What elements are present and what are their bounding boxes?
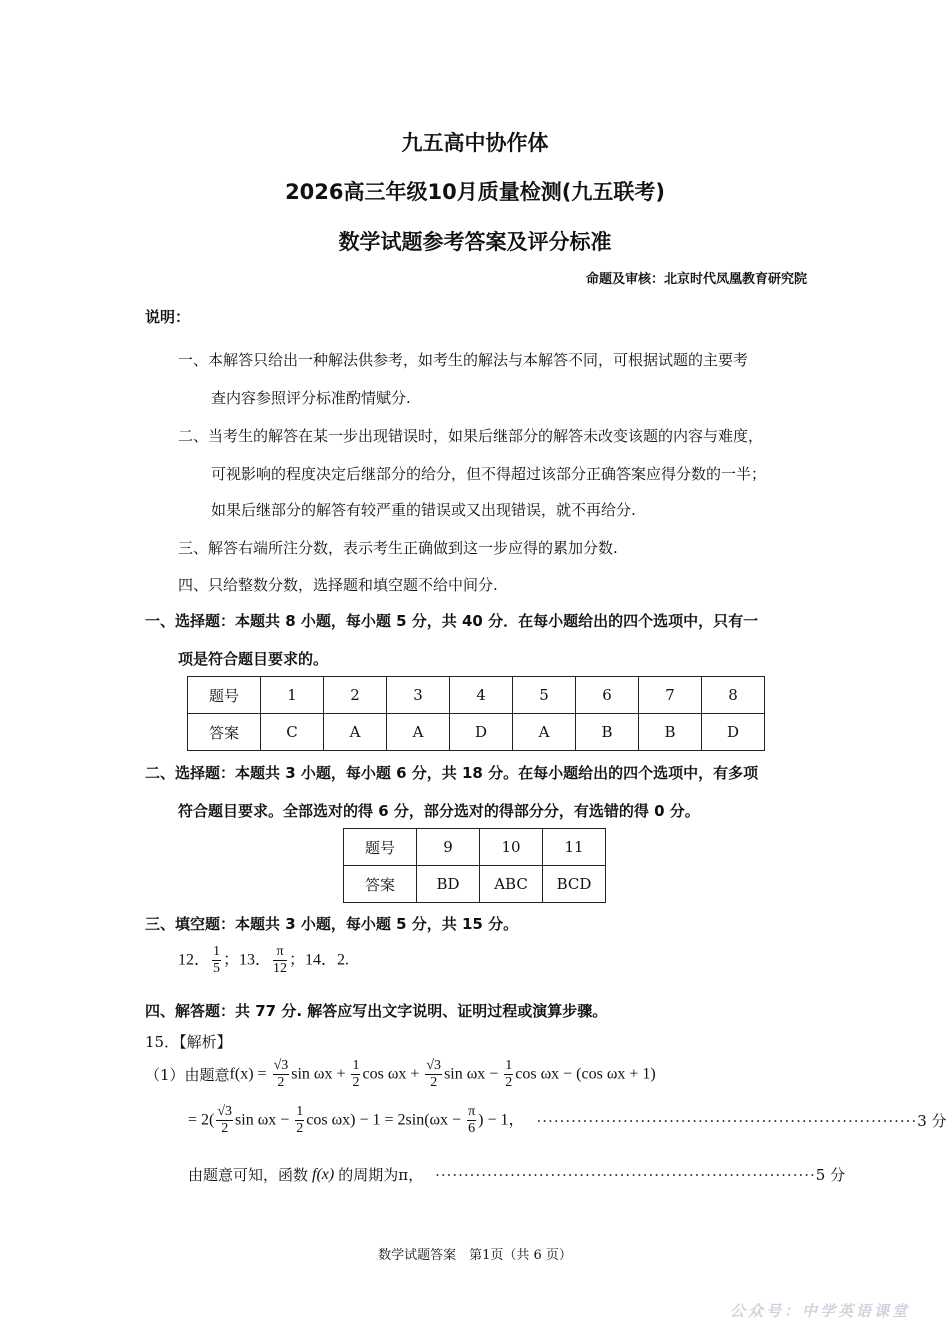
table-cell: D [450, 714, 513, 751]
row-label: 题号 [344, 829, 417, 866]
denominator: 6 [468, 1121, 476, 1137]
exam-title: 2026高三年级10月质量检测(九五联考) [285, 180, 665, 204]
step1-line2 [188, 1104, 947, 1137]
row-label: 答案 [344, 866, 417, 903]
step1-label: （1）由题意 [145, 1066, 230, 1085]
table-row-answers [188, 714, 765, 751]
formula-text: cos ωx + [362, 1065, 424, 1083]
table-row-questions [344, 829, 606, 866]
note-line: 二、当考生的解答在某一步出现错误时，如果后继部分的解答未改变该题的内容与难度， [178, 427, 764, 445]
table-cell: 5 [513, 677, 576, 714]
formula-text: cos ωx) − 1 = 2sin(ωx − [306, 1111, 466, 1129]
table-cell: 9 [417, 829, 480, 866]
denominator: 2 [296, 1121, 304, 1137]
leader-dots: ·································································· [435, 1165, 816, 1184]
table-cell: D [702, 714, 765, 751]
formula-text: sin ωx + [291, 1065, 350, 1083]
denominator: 2 [505, 1075, 513, 1091]
numerator: √3 [425, 1058, 442, 1075]
section3-heading: 三、填空题：本题共 3 小题，每小题 5 分，共 15 分。 [145, 915, 519, 933]
fraction [295, 1104, 304, 1137]
table-cell: ABC [480, 866, 543, 903]
formula-text: f(x) = [229, 1065, 271, 1083]
formula-2 [188, 1104, 525, 1137]
answer-14: ；14．2. [289, 951, 350, 969]
table-cell: 2 [324, 677, 387, 714]
denominator: 2 [221, 1121, 229, 1137]
numerator: 1 [351, 1058, 360, 1075]
table-cell: A [324, 714, 387, 751]
denominator: 2 [277, 1075, 285, 1091]
formula-text: sin ωx − [235, 1111, 294, 1129]
notes-heading: 说明： [145, 308, 191, 326]
score-3: 3 分 [917, 1112, 947, 1131]
answer-13-label: ；13． [223, 951, 272, 969]
table-cell: A [513, 714, 576, 751]
fill-in-answers [178, 944, 349, 977]
table-row-answers [344, 866, 606, 903]
note-line: 四、只给整数分数，选择题和填空题不给中间分. [178, 576, 498, 594]
section4-heading: 四、解答题：共 77 分. 解答应写出文字说明、证明过程或演算步骤。 [145, 1002, 608, 1020]
numerator: 1 [212, 944, 221, 961]
numerator: 1 [295, 1104, 304, 1121]
answer-13-fraction [273, 944, 287, 977]
row-label: 题号 [188, 677, 261, 714]
numerator: 1 [504, 1058, 513, 1075]
note-line: 可视影响的程度决定后继部分的给分，但不得超过该部分正确答案应得分数的一半； [211, 465, 767, 483]
watermark: 公众号：中学英语课堂 [729, 1302, 910, 1320]
table-cell: BCD [543, 866, 606, 903]
step2-text-cont: 的周期为π， [338, 1166, 424, 1184]
denominator: 5 [213, 961, 221, 977]
school-title: 九五高中协作体 [401, 131, 549, 155]
table-cell: 3 [387, 677, 450, 714]
denominator: 2 [430, 1075, 438, 1091]
table-cell: A [387, 714, 450, 751]
table-cell: 4 [450, 677, 513, 714]
fraction [425, 1058, 442, 1091]
table-row-questions [188, 677, 765, 714]
answer-table-1 [187, 676, 765, 751]
note-line: 如果后继部分的解答有较严重的错误或又出现错误，就不再给分. [211, 501, 636, 519]
step2-line [188, 1164, 846, 1185]
page-footer: 数学试题答案 第1页（共 6 页） [378, 1248, 572, 1263]
formula-text: cos ωx − (cos ωx + 1) [515, 1065, 656, 1083]
section2-heading-cont: 符合题目要求。全部选对的得 6 分，部分选对的得部分分，有选错的得 0 分。 [178, 802, 700, 820]
table-cell: B [576, 714, 639, 751]
numerator: √3 [273, 1058, 290, 1075]
answer-table-2 [343, 828, 606, 903]
table-cell: 6 [576, 677, 639, 714]
fraction [216, 1104, 233, 1137]
numerator: √3 [216, 1104, 233, 1121]
answer-12-label: 12． [178, 951, 211, 969]
note-line: 查内容参照评分标准酌情赋分. [211, 389, 411, 407]
fraction [351, 1058, 360, 1091]
denominator: 12 [273, 961, 288, 977]
section1-heading: 一、选择题：本题共 8 小题，每小题 5 分，共 40 分．在每小题给出的四个选项中，只有一 [145, 612, 759, 630]
score-5: 5 分 [815, 1166, 846, 1184]
numerator: π [273, 944, 287, 961]
table-cell: 1 [261, 677, 324, 714]
denominator: 2 [352, 1075, 360, 1091]
document-title: 数学试题参考答案及评分标准 [338, 230, 612, 254]
table-cell: 7 [639, 677, 702, 714]
row-label: 答案 [188, 714, 261, 751]
leader-dots: ·································································· [536, 1111, 918, 1130]
table-cell: BD [417, 866, 480, 903]
formula-1 [230, 1058, 656, 1091]
step1-line [145, 1058, 656, 1091]
step2-text: 由题意可知，函数 [188, 1166, 309, 1184]
section1-heading-cont: 项是符合题目要求的。 [178, 650, 329, 668]
answer-12-fraction [212, 944, 221, 977]
table-cell: 8 [702, 677, 765, 714]
table-cell: B [639, 714, 702, 751]
numerator: π [467, 1104, 476, 1121]
formula-text: ) − 1， [478, 1111, 525, 1129]
table-cell: 10 [480, 829, 543, 866]
note-line: 三、解答右端所注分数，表示考生正确做到这一步应得的累加分数. [178, 539, 618, 557]
question-15-label: 15．【解析】 [145, 1033, 232, 1051]
fraction [273, 1058, 290, 1091]
function-fx: f(x) [312, 1165, 335, 1183]
fraction [504, 1058, 513, 1091]
formula-text: = 2( [188, 1111, 215, 1129]
author-line: 命题及审核：北京时代凤凰教育研究院 [585, 272, 807, 287]
note-line: 一、本解答只给出一种解法供参考，如考生的解法与本解答不同，可根据试题的主要考 [178, 351, 749, 369]
table-cell: 11 [543, 829, 606, 866]
fraction [467, 1104, 476, 1137]
table-cell: C [261, 714, 324, 751]
section2-heading: 二、选择题：本题共 3 小题，每小题 6 分，共 18 分。在每小题给出的四个选项中，有多项 [145, 764, 759, 782]
formula-text: sin ωx − [444, 1065, 503, 1083]
